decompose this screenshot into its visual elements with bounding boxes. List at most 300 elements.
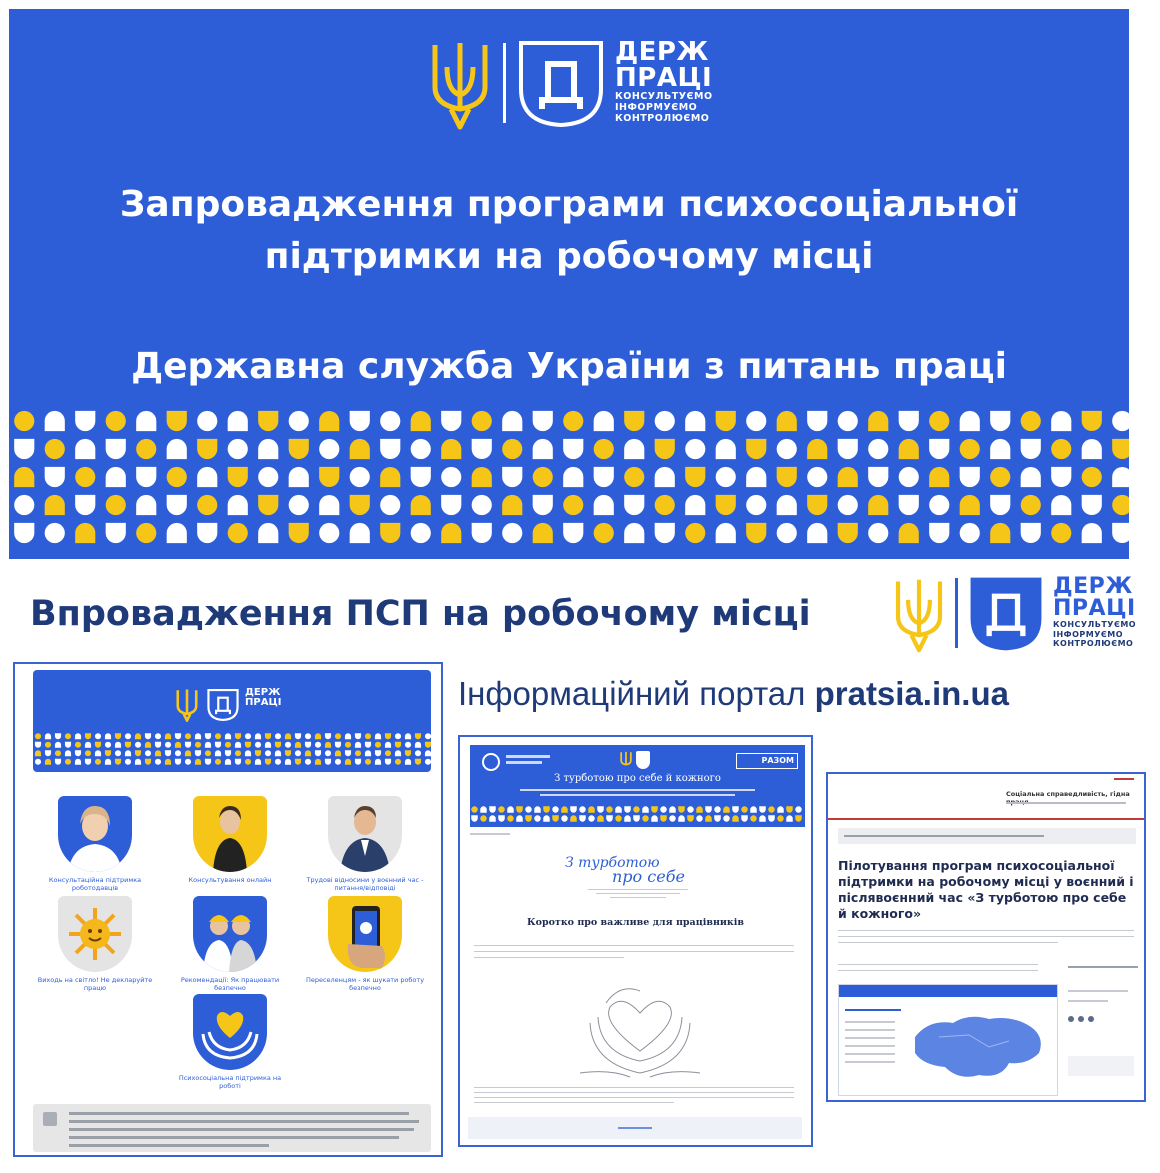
pattern-dot (655, 495, 675, 515)
pattern-dot (723, 815, 729, 821)
pattern-dot (1112, 467, 1129, 487)
pattern-dot (660, 806, 666, 812)
pattern-dot (315, 733, 321, 739)
pattern-dot (543, 815, 549, 821)
pattern-dot (425, 759, 431, 765)
pattern-dot (1112, 523, 1129, 543)
pattern-dot (45, 733, 51, 739)
related-link-box[interactable] (1068, 1056, 1134, 1076)
logo-line2: ПРАЦІ (1053, 596, 1136, 621)
pattern-dot (105, 742, 111, 748)
pattern-dot (472, 523, 492, 543)
pattern-dot (929, 411, 949, 431)
pattern-dot (106, 467, 126, 487)
pattern-dot (405, 742, 411, 748)
pattern-dot (525, 806, 531, 812)
pattern-dot (45, 742, 51, 748)
pattern-dot (185, 750, 191, 756)
download-link-box[interactable] (468, 1117, 802, 1139)
pattern-dot (441, 495, 461, 515)
pattern-dot (561, 806, 567, 812)
pattern-dot (55, 733, 61, 739)
pattern-dot (145, 759, 151, 765)
pattern-dot (380, 523, 400, 543)
pattern-dot (746, 411, 766, 431)
pattern-dot (716, 439, 736, 459)
pattern-dot (285, 759, 291, 765)
pattern-dot (14, 523, 34, 543)
text-line (1006, 802, 1126, 804)
breadcrumb[interactable] (838, 828, 1136, 844)
text-line (1068, 966, 1138, 968)
pattern-dot (115, 742, 121, 748)
pattern-dot (106, 411, 126, 431)
pattern-dot (750, 815, 756, 821)
pattern-dot (588, 806, 594, 812)
pattern-dot (75, 759, 81, 765)
pattern-dot (395, 750, 401, 756)
pattern-dot (255, 733, 261, 739)
pattern-dot (105, 759, 111, 765)
tile-caption: Психосоціальна підтримка на роботі (178, 1074, 282, 1090)
pattern-dot (197, 523, 217, 543)
pattern-dot (335, 750, 341, 756)
pattern-dot (777, 439, 797, 459)
pattern-dot (55, 750, 61, 756)
pattern-dot (380, 495, 400, 515)
pattern-dot (380, 439, 400, 459)
pattern-dot (838, 439, 858, 459)
pattern-dot (624, 523, 644, 543)
pattern-dot (365, 733, 371, 739)
pattern-dot (385, 733, 391, 739)
pattern-dot (1112, 439, 1129, 459)
pattern-dot (807, 523, 827, 543)
pattern-dot (533, 467, 553, 487)
portal-caption (458, 675, 1009, 713)
dot-pattern (470, 805, 805, 823)
ilo-logo-icon (482, 753, 500, 771)
pattern-dot (899, 495, 919, 515)
pattern-dot (472, 411, 492, 431)
text-line (845, 1029, 895, 1031)
logo-tag3: КОНТРОЛЮЄМО (615, 113, 710, 124)
pattern-dot (65, 750, 71, 756)
share-icon[interactable] (1068, 1016, 1074, 1022)
pattern-dot (95, 759, 101, 765)
share-icon[interactable] (1078, 1016, 1084, 1022)
pattern-dot (265, 733, 271, 739)
pattern-dot (1112, 411, 1129, 431)
pattern-dot (395, 742, 401, 748)
pattern-dot (768, 806, 774, 812)
tile-image (193, 994, 267, 1070)
banner-title-line1: Запровадження програми психосоціальної (119, 184, 1019, 225)
pattern-dot (1051, 467, 1071, 487)
pattern-dot (225, 750, 231, 756)
pattern-dot (350, 439, 370, 459)
service-tile[interactable] (33, 896, 157, 992)
pattern-dot (319, 411, 339, 431)
pattern-dot (655, 411, 675, 431)
pattern-dot (597, 806, 603, 812)
pattern-dot (732, 806, 738, 812)
pattern-dot (759, 815, 765, 821)
pattern-dot (215, 759, 221, 765)
text-line (845, 1061, 895, 1063)
tile-image (58, 796, 132, 872)
pattern-dot (65, 733, 71, 739)
pattern-dot (35, 742, 41, 748)
pattern-dot (75, 742, 81, 748)
text-line (69, 1128, 414, 1131)
service-tile[interactable] (168, 896, 292, 992)
pattern-dot (228, 411, 248, 431)
pattern-dot (705, 815, 711, 821)
brochure-subheading: Коротко про важливе для працівників (526, 917, 745, 928)
pattern-dot (136, 495, 156, 515)
pattern-dot (472, 495, 492, 515)
pattern-dot (289, 495, 309, 515)
text-line (474, 951, 794, 952)
pattern-dot (563, 523, 583, 543)
pattern-dot (411, 467, 431, 487)
pattern-dot (990, 467, 1010, 487)
pattern-dot (415, 750, 421, 756)
pattern-dot (305, 733, 311, 739)
text-line (474, 1087, 794, 1088)
service-tile[interactable] (33, 796, 157, 892)
pattern-dot (411, 439, 431, 459)
pattern-dot (655, 467, 675, 487)
pattern-dot (145, 750, 151, 756)
pattern-dot (245, 742, 251, 748)
pattern-dot (155, 759, 161, 765)
pattern-dot (480, 815, 486, 821)
pattern-dot (325, 742, 331, 748)
pattern-dot (1082, 439, 1102, 459)
pattern-dot (197, 467, 217, 487)
pattern-dot (45, 467, 65, 487)
pattern-dot (265, 759, 271, 765)
pattern-dot (305, 742, 311, 748)
pattern-dot (498, 815, 504, 821)
pattern-dot (45, 495, 65, 515)
service-tile[interactable] (168, 994, 292, 1090)
pattern-dot (746, 523, 766, 543)
pattern-dot (594, 495, 614, 515)
pattern-dot (441, 411, 461, 431)
pattern-dot (197, 439, 217, 459)
pattern-dot (685, 467, 705, 487)
pattern-dot (14, 467, 34, 487)
pattern-dot (295, 733, 301, 739)
pattern-dot (295, 759, 301, 765)
logo-tag2: ІНФОРМУЄМО (615, 102, 698, 113)
pattern-dot (606, 815, 612, 821)
tile-image (58, 896, 132, 972)
logo-divider (955, 578, 958, 648)
tile-caption: Трудові відносини у воєнний час - питання/відповіді (306, 876, 424, 892)
pattern-dot (215, 742, 221, 748)
pattern-dot (175, 742, 181, 748)
pattern-dot (258, 411, 278, 431)
pattern-dot (95, 750, 101, 756)
pattern-dot (795, 806, 801, 812)
pattern-dot (289, 411, 309, 431)
pattern-dot (255, 742, 261, 748)
service-tile[interactable] (303, 796, 427, 892)
pattern-dot (275, 759, 281, 765)
infographic-header (839, 985, 1057, 997)
pattern-dot (75, 495, 95, 515)
lang-switch[interactable] (1114, 778, 1134, 780)
pattern-dot (594, 439, 614, 459)
pattern-dot (55, 742, 61, 748)
website-screenshot-services (13, 662, 443, 1157)
pattern-dot (315, 742, 321, 748)
pattern-dot (960, 495, 980, 515)
pattern-dot (868, 439, 888, 459)
pattern-dot (838, 467, 858, 487)
pattern-dot (115, 759, 121, 765)
trident-icon (429, 39, 491, 131)
pattern-dot (777, 815, 783, 821)
pattern-dot (685, 523, 705, 543)
pattern-dot (350, 523, 370, 543)
pattern-dot (335, 759, 341, 765)
text-line (845, 1021, 895, 1023)
pattern-dot (295, 742, 301, 748)
pattern-dot (195, 733, 201, 739)
pattern-dot (807, 495, 827, 515)
pattern-dot (777, 411, 797, 431)
pattern-dot (175, 733, 181, 739)
pattern-dot (95, 733, 101, 739)
pattern-dot (533, 411, 553, 431)
pattern-dot (136, 523, 156, 543)
pattern-dot (175, 750, 181, 756)
pattern-dot (716, 523, 736, 543)
pattern-dot (165, 759, 171, 765)
pattern-dot (1021, 467, 1041, 487)
logo-tag2: ІНФОРМУЄМО (1053, 629, 1124, 639)
pattern-dot (807, 411, 827, 431)
shield-d-icon (967, 574, 1045, 654)
pattern-dot (502, 439, 522, 459)
pattern-dot (14, 411, 34, 431)
pattern-dot (225, 742, 231, 748)
pattern-dot (165, 733, 171, 739)
service-tile[interactable] (303, 896, 427, 992)
pattern-dot (570, 806, 576, 812)
text-line (506, 755, 550, 758)
tile-image (193, 796, 267, 872)
pattern-dot (716, 467, 736, 487)
pattern-dot (507, 806, 513, 812)
text-line (69, 1136, 399, 1139)
pattern-dot (95, 742, 101, 748)
pattern-dot (215, 733, 221, 739)
pattern-dot (55, 759, 61, 765)
pattern-dot (411, 523, 431, 543)
pattern-dot (235, 759, 241, 765)
pattern-dot (197, 495, 217, 515)
pattern-dot (687, 815, 693, 821)
pattern-dot (415, 742, 421, 748)
pattern-dot (687, 806, 693, 812)
pattern-dot (624, 439, 644, 459)
pattern-dot (289, 439, 309, 459)
pattern-dot (597, 815, 603, 821)
pattern-dot (375, 750, 381, 756)
pattern-dot (507, 815, 513, 821)
pattern-dot (678, 815, 684, 821)
article-title: Пілотування програм психосоціальної підтримки на робочому місці у воєнний і післявоєнний час «З турботою про себе й кожного» (838, 858, 1134, 921)
pattern-dot (1082, 411, 1102, 431)
pattern-dot (105, 750, 111, 756)
service-tile[interactable] (168, 796, 292, 884)
pattern-dot (75, 411, 95, 431)
download-link[interactable] (618, 1127, 652, 1129)
pattern-dot (245, 750, 251, 756)
breadcrumb[interactable] (470, 833, 510, 835)
pattern-dot (579, 806, 585, 812)
pattern-dot (471, 815, 477, 821)
pattern-dot (228, 523, 248, 543)
pattern-dot (125, 742, 131, 748)
pattern-dot (472, 439, 492, 459)
pattern-dot (380, 411, 400, 431)
pattern-dot (355, 742, 361, 748)
pattern-dot (155, 742, 161, 748)
pattern-dot (235, 750, 241, 756)
pattern-dot (85, 742, 91, 748)
pattern-dot (868, 495, 888, 515)
pattern-dot (345, 750, 351, 756)
pattern-dot (960, 411, 980, 431)
pattern-dot (185, 759, 191, 765)
cover-title-line2: про себе (612, 867, 685, 886)
pattern-dot (85, 759, 91, 765)
pattern-dot (899, 411, 919, 431)
pattern-dot (228, 495, 248, 515)
tile-image (328, 896, 402, 972)
article-topbar (828, 774, 1144, 818)
logo-divider (503, 43, 506, 123)
pattern-dot (167, 467, 187, 487)
ukraine-map-infographic (838, 984, 1058, 1096)
pattern-dot (480, 806, 486, 812)
pattern-dot (195, 759, 201, 765)
pattern-dot (167, 495, 187, 515)
pattern-dot (669, 815, 675, 821)
pattern-dot (75, 523, 95, 543)
pattern-dot (265, 742, 271, 748)
pattern-dot (642, 815, 648, 821)
pattern-dot (1112, 495, 1129, 515)
pattern-dot (106, 439, 126, 459)
pattern-dot (165, 742, 171, 748)
pattern-dot (534, 806, 540, 812)
shield-d-icon (636, 751, 650, 769)
pattern-dot (588, 815, 594, 821)
pattern-dot (425, 733, 431, 739)
pattern-dot (685, 495, 705, 515)
pattern-dot (255, 750, 261, 756)
pattern-dot (502, 495, 522, 515)
pattern-dot (651, 806, 657, 812)
pattern-dot (990, 439, 1010, 459)
info-icon (43, 1112, 57, 1126)
banner-title (9, 179, 1129, 283)
pattern-dot (145, 742, 151, 748)
pattern-dot (305, 759, 311, 765)
pattern-dot (868, 467, 888, 487)
pattern-dot (365, 742, 371, 748)
pattern-dot (696, 815, 702, 821)
pattern-dot (759, 806, 765, 812)
pattern-dot (516, 815, 522, 821)
pattern-dot (228, 467, 248, 487)
pattern-dot (768, 815, 774, 821)
pattern-dot (655, 439, 675, 459)
pattern-dot (534, 815, 540, 821)
text-line (69, 1112, 409, 1115)
pattern-dot (285, 750, 291, 756)
pattern-dot (990, 523, 1010, 543)
share-icon[interactable] (1088, 1016, 1094, 1022)
pattern-dot (795, 815, 801, 821)
pattern-dot (375, 759, 381, 765)
hands-heart-illustration (570, 973, 710, 1083)
pattern-dot (45, 439, 65, 459)
pattern-dot (502, 467, 522, 487)
text-line (845, 1053, 895, 1055)
pattern-dot (563, 439, 583, 459)
pattern-dot (669, 806, 675, 812)
pattern-dot (325, 759, 331, 765)
pattern-dot (786, 815, 792, 821)
pattern-dot (175, 759, 181, 765)
text-line (610, 897, 666, 898)
pattern-dot (1051, 411, 1071, 431)
pattern-dot (205, 742, 211, 748)
text-line (838, 936, 1134, 937)
nav-underline (828, 818, 1144, 820)
pattern-dot (197, 411, 217, 431)
pattern-dot (235, 742, 241, 748)
pattern-dot (777, 467, 797, 487)
pattern-dot (35, 750, 41, 756)
pattern-dot (375, 733, 381, 739)
pattern-dot (489, 806, 495, 812)
pattern-dot (315, 750, 321, 756)
pattern-dot (441, 467, 461, 487)
pattern-dot (258, 467, 278, 487)
info-notice (33, 1104, 431, 1152)
pattern-dot (355, 750, 361, 756)
pattern-dot (696, 806, 702, 812)
pattern-dot (899, 523, 919, 543)
pattern-dot (615, 806, 621, 812)
logo-tag1: КОНСУЛЬТУЄМО (615, 91, 713, 102)
article-screenshot (826, 772, 1146, 1102)
pattern-dot (136, 439, 156, 459)
pattern-dot (685, 411, 705, 431)
pattern-dot (716, 495, 736, 515)
text-line (845, 1037, 895, 1039)
